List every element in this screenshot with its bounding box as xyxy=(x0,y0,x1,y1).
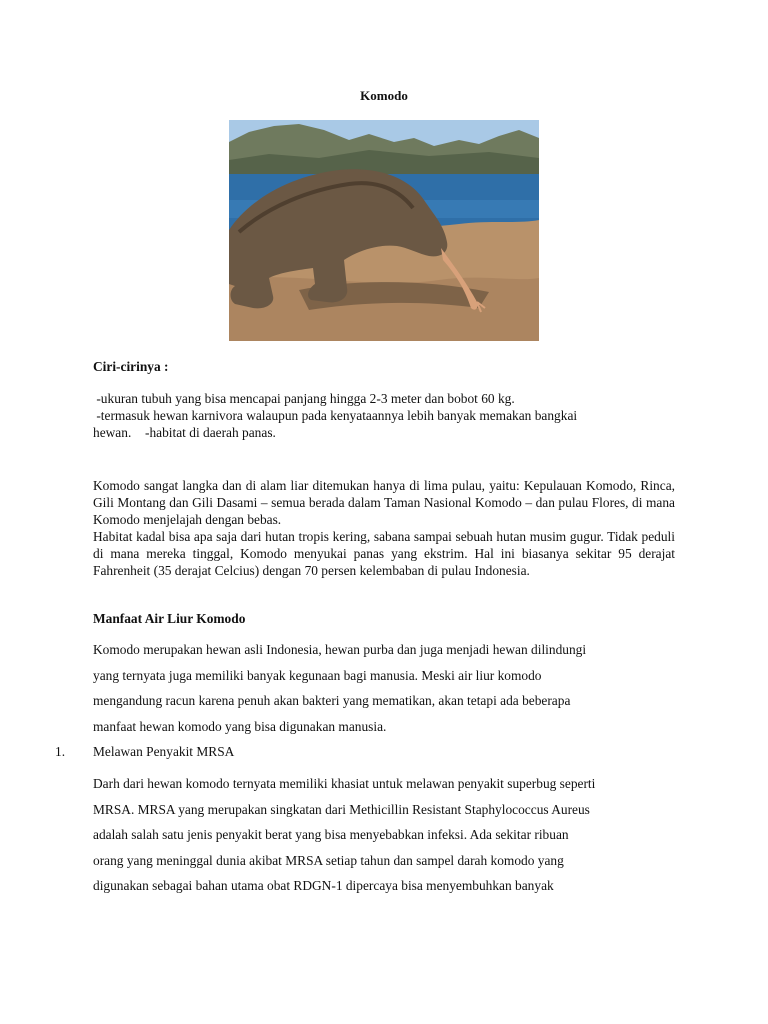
ciri-heading: Ciri-cirinya : xyxy=(93,359,169,374)
ciri-line: -ukuran tubuh yang bisa mencapai panjang hingga 2-3 meter dan bobot 60 kg. xyxy=(93,391,515,406)
ciri-line-last-a: hewan. xyxy=(93,425,132,440)
manfaat-paragraph xyxy=(93,637,675,739)
paragraph-line: Darh dari hewan komodo ternyata memiliki khasiat untuk melawan penyakit superbug seperti xyxy=(93,776,596,791)
paragraph-line: digunakan sebagai bahan utama obat RDGN-1 dipercaya bisa menyembuhkan banyak xyxy=(93,878,554,893)
ciri-line-last-b: -habitat di daerah panas. xyxy=(145,425,276,440)
list-number: 1. xyxy=(55,744,66,759)
document-title: Komodo xyxy=(360,88,408,103)
paragraph-line: Komodo merupakan hewan asli Indonesia, hewan purba dan juga menjadi hewan dilindungi xyxy=(93,642,587,657)
list-item xyxy=(55,744,234,760)
komodo-photo xyxy=(229,120,539,341)
paragraph-line: mengandung racun karena penuh akan bakteri yang mematikan, akan tetapi ada beberapa xyxy=(93,693,571,708)
paragraph-line: adalah salah satu jenis penyakit berat yang bisa menyebabkan infeksi. Ada sekitar ribuan xyxy=(93,827,569,842)
habitat-paragraph xyxy=(93,477,675,579)
paragraph-text: Habitat kadal bisa apa saja dari hutan tropis kering, sabana sampai sebuah hutan musim gugur. Tidak peduli di mana mereka tinggal, Komodo menyukai panas yang ekstrim. Hal ini biasanya sekitar 95 derajat Fahrenheit (35 derajat Celcius) dengan 70 persen kelembaban di pulau Indonesia. xyxy=(93,529,675,578)
paragraph-line: orang yang meninggal dunia akibat MRSA setiap tahun dan sampel darah komodo yang xyxy=(93,852,564,868)
ciri-list xyxy=(93,390,675,441)
paragraph-line: yang ternyata juga memiliki banyak kegunaan bagi manusia. Meski air liur komodo xyxy=(93,667,542,683)
manfaat-heading: Manfaat Air Liur Komodo xyxy=(93,611,246,626)
list-item-text: Melawan Penyakit MRSA xyxy=(93,744,235,759)
ciri-line: -termasuk hewan karnivora walaupun pada kenyataannya lebih banyak memakan bangkai xyxy=(93,408,578,423)
paragraph-line: manfaat hewan komodo yang bisa digunakan manusia. xyxy=(93,718,387,734)
ciri-line-last xyxy=(93,424,675,441)
mrsa-paragraph xyxy=(93,771,675,899)
paragraph-text: Komodo sangat langka dan di alam liar ditemukan hanya di lima pulau, yaitu: Kepulauan Komodo, Rinca, Gili Montang dan Gili Dasami – semua berada dalam Taman Nasional Komodo – dan pulau Flores, di mana Komodo menjelajah dengan bebas. xyxy=(93,478,675,527)
paragraph-line: MRSA. MRSA yang merupakan singkatan dari Methicillin Resistant Staphylococcus Aureus xyxy=(93,801,590,817)
